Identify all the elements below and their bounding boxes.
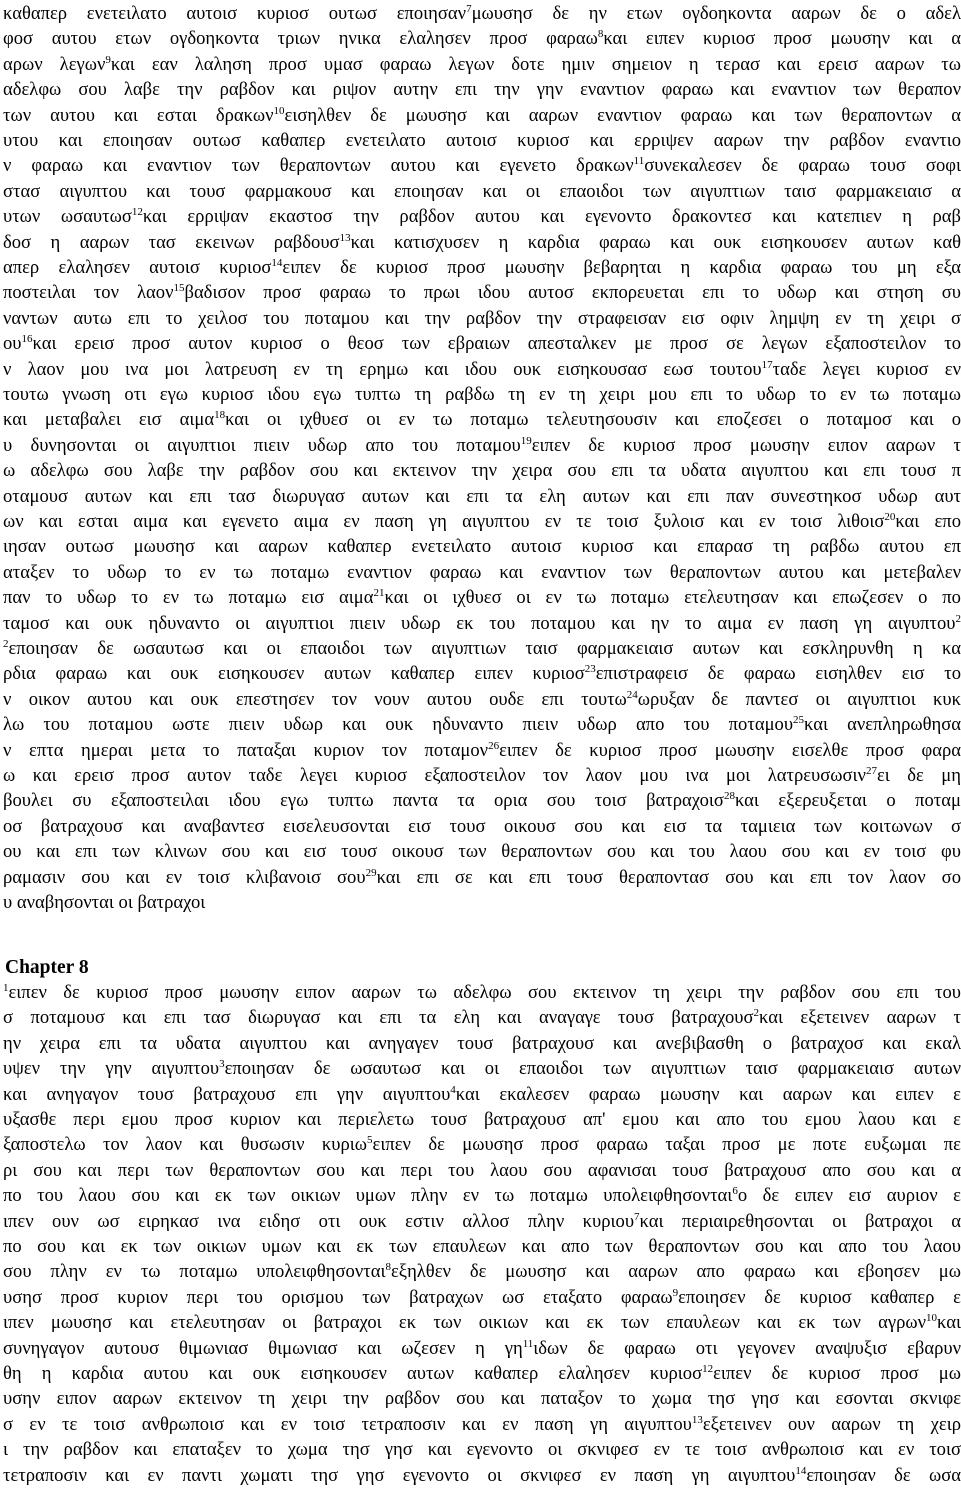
verse-text: σ εν τε τοισ ανθρωποισ και εν τοισ τετραποσιν και εν παση γη αιγυπτου xyxy=(3,1413,692,1435)
text-line xyxy=(3,1,961,27)
verse-text: μωυσησ δε ην ετων ογδοηκοντα ααρων δε ο αδελ xyxy=(471,3,961,24)
verse-text: και εξερευξεται ο ποταμ xyxy=(734,790,961,812)
text-line xyxy=(3,153,961,179)
verse-text: τετραποσιν και εν παντι χωματι τησ γησ εγενοντο οι σκνιφεσ εν παση γη αιγυπτου xyxy=(3,1464,796,1486)
verse-number: 16 xyxy=(21,333,33,346)
verse-text: ειπεν δε κυριοσ προσ μωυσην εισελθε προσ φαρα xyxy=(499,739,961,761)
verse-text: εποιησαν δε ωσαυτωσ και οι επαοιδοι των αιγυπτιων ταισ φαρμακειαισ αυτων και εσκληρυνθη η κα xyxy=(8,638,961,659)
text-line xyxy=(3,1082,961,1108)
text-line xyxy=(3,331,961,357)
text-line xyxy=(3,1209,961,1235)
verse-number: 2 xyxy=(3,638,9,650)
verse-text: και εαν λαληση προσ υμασ φαραω λεγων δοτε ημιν σημειον η τερασ και ερεισ ααρων τω xyxy=(110,53,961,75)
text-line xyxy=(3,1412,961,1438)
text-line xyxy=(3,1361,961,1387)
verse-number: 8 xyxy=(597,28,604,41)
verse-number: 11 xyxy=(633,155,645,168)
verse-text: επιστραφεισ δε φαραω εισηλθεν εισ το xyxy=(595,663,961,685)
verse-text: και μεταβαλει εισ αιμα xyxy=(3,409,215,431)
text-line xyxy=(3,712,961,738)
verse-text: ειπεν δε κυριοσ προσ μω xyxy=(713,1363,961,1384)
text-line xyxy=(3,484,961,510)
verse-text: βαδισον προσ φαραω το πρωι ιδου αυτοσ εκπορευεται επι το υδωρ και στηση συ xyxy=(184,282,961,304)
verse-text: πο του λαου σου και εκ των οικιων υμων πλην εν τω ποταμω υπολειφθησονται xyxy=(3,1185,733,1207)
verse-number: 10 xyxy=(926,1312,938,1325)
text-line xyxy=(3,179,961,205)
verse-text: ειπεν δε μωυσησ προσ φαραω ταξαι προσ με ποτε ευξωμαι πε xyxy=(372,1134,961,1156)
text-line xyxy=(3,1132,961,1158)
verse-text: εποιησαν δε ωσαυτωσ και οι επαοιδοι των αιγυπτιων ταισ φαρμακειαισ αυτων xyxy=(224,1058,961,1080)
verse-text: και οι ιχθυεσ οι εν τω ποταμω ετελευτησαν και επωζεσεν ο πο xyxy=(384,587,961,609)
text-line xyxy=(3,1005,961,1031)
verse-text: ποστειλαι τον λαον xyxy=(3,282,174,304)
verse-text: ρδια φαραω και ουκ εισηκουσεν αυτων καθαπερ ειπεν κυριοσ xyxy=(3,663,585,685)
verse-text: ν λαον μου ινα μοι λατρευση εν τη ερημω και ιδου ουκ εισηκουσασ εωσ τουτου xyxy=(3,358,762,380)
text-line xyxy=(3,1107,961,1133)
verse-number: 24 xyxy=(626,688,638,701)
text-line xyxy=(3,357,961,383)
verse-text: υψεν την γην αιγυπτου xyxy=(3,1058,220,1080)
text-line xyxy=(3,255,961,281)
text-line xyxy=(3,839,961,865)
verse-text: θη η καρδια αυτου και ουκ εισηκουσεν αυτων καθαπερ ελαλησεν κυριοσ xyxy=(3,1363,703,1384)
verse-number: 4 xyxy=(450,1083,456,1096)
verse-number: 12 xyxy=(702,1363,714,1375)
verse-text: ω αδελφω σου λαβε την ραβδον σου και εκτεινον την χειρα σου επι τα υδατα αιγυπτου και επι τουσ π xyxy=(3,460,961,482)
verse-number: 14 xyxy=(271,257,283,269)
verse-text: ειπεν δε κυριοσ προσ μωυσην ειπον ααρων τ xyxy=(531,434,961,456)
verse-text: βουλει συ εξαποστειλαι ιδου εγω τυπτω παντα τα ορια σου τοισ βατραχοισ xyxy=(3,790,724,812)
verse-number: 20 xyxy=(884,511,896,523)
verse-number: 3 xyxy=(219,1058,225,1071)
verse-text: και ανεπληρωθησα xyxy=(804,714,961,736)
text-line xyxy=(3,103,961,129)
text-line xyxy=(3,382,961,408)
verse-number: 12 xyxy=(131,206,143,219)
text-line xyxy=(3,687,961,713)
verse-text: σου πλην εν τω ποταμω υπολειφθησονται xyxy=(3,1261,386,1283)
verse-text: και εκαλεσεν φαραω μωυσην και ααρων και ειπεν ε xyxy=(455,1083,961,1105)
verse-number: 21 xyxy=(373,587,385,600)
verse-text: υ δυνησονται οι αιγυπτιοι πιειν υδωρ απο του ποταμου xyxy=(3,434,521,456)
verse-text: ωρυξαν δε παντεσ οι αιγυπτιοι κυκ xyxy=(637,688,961,710)
text-line xyxy=(3,814,961,840)
verse-text: ι την ραβδον και επαταξεν το χωμα τησ γησ και εγενοντο οι σκνιφεσ εν τε τοισ ανθρωποισ και εν τοισ xyxy=(3,1439,961,1461)
verse-text: των αυτου και εσται δρακων xyxy=(3,104,274,126)
verse-text: και κατισχυσεν η καρδια φαραω και ουκ εισηκουσεν αυτων καθ xyxy=(350,231,961,253)
verse-text: και ερριψαν εκαστοσ την ραβδον αυτου και εγενοντο δρακοντεσ και κατεπιεν η ραβ xyxy=(142,206,961,228)
text-line xyxy=(3,458,961,484)
verse-text: ειπεν δε κυριοσ προσ μωυσην ειπον ααρων τω αδελφω σου εκτεινον τη χειρι την ραβδον σου επι του xyxy=(8,982,961,1003)
verse-number: 13 xyxy=(691,1413,703,1426)
verse-text: ταδε λεγει κυριοσ εν xyxy=(772,358,961,380)
verse-text: ραμασιν σου και εν τοισ κλιβανοισ σου xyxy=(3,866,366,888)
verse-text: τουτω γνωση οτι εγω κυριοσ ιδου εγω τυπτω τη ραβδω τη εν τη χειρι μου επι το υδωρ το εν τω ποταμω xyxy=(3,384,961,405)
text-line xyxy=(3,890,961,916)
verse-text: υτων ωσαυτωσ xyxy=(3,206,132,228)
text-line xyxy=(3,738,961,764)
verse-number: 27 xyxy=(865,765,877,777)
verse-number: 9 xyxy=(672,1286,679,1299)
verse-number: 10 xyxy=(273,104,285,117)
text-line xyxy=(3,1056,961,1082)
verse-text: και περιαιρεθησονται οι βατραχοι α xyxy=(639,1210,961,1232)
verse-number: 13 xyxy=(339,231,351,244)
text-line xyxy=(3,1386,961,1412)
verse-text: οταμουσ αυτων και επι τασ διωρυγασ αυτων και επι τα ελη αυτων και επι παν συνεστηκοσ υδωρ αυτ xyxy=(3,485,961,507)
verse-number: 11 xyxy=(522,1337,534,1350)
text-line xyxy=(3,128,961,154)
text-line xyxy=(3,407,961,433)
verse-text: ου και επι των κλινων σου και εισ τουσ οικουσ των θεραποντων σου και του λαου σου και εν τοισ φυ xyxy=(3,841,961,863)
verse-text: συνεκαλεσεν δε φαραω τουσ σοφι xyxy=(644,155,961,177)
verse-text: υσησ προσ κυριον περι του ορισμου των βατραχων ωσ εταξατο φαραω xyxy=(3,1286,673,1308)
verse-number: 14 xyxy=(795,1464,807,1477)
verse-text: σ ποταμουσ και επι τασ διωρυγασ και επι τα ελη και αναγαγε τουσ βατραχουσ xyxy=(3,1007,754,1029)
verse-text: ει δε μη xyxy=(876,765,961,786)
verse-text: εξετεινεν ουν ααρων τη χειρ xyxy=(702,1413,961,1435)
verse-text: ιπεν μωυσησ και ετελευτησαν οι βατραχοι εκ των οικιων και εκ των επαυλεων και εκ των αγρων xyxy=(3,1312,927,1334)
text-line xyxy=(3,306,961,332)
verse-number: 23 xyxy=(584,663,596,676)
chapter-heading: Chapter 8 xyxy=(5,957,89,978)
verse-text: εισηλθεν δε μωυσησ και ααρων εναντιον φαραω και των θεραποντων α xyxy=(284,104,961,126)
verse-text: και οι ιχθυεσ οι εν τω ποταμω τελευτησουσιν και εποζεσει ο ποταμοσ και ο xyxy=(225,409,961,431)
verse-text: ταμοσ και ουκ ηδυναντο οι αιγυπτιοι πιειν υδωρ εκ του ποταμου και ην το αιμα εν παση γη αιγυπτου xyxy=(3,612,956,634)
verse-text: υ αναβησονται οι βατραχοι xyxy=(3,892,206,913)
verse-text: και ειπεν κυριοσ προσ μωυσην και α xyxy=(603,28,961,50)
verse-text: και ερεισ προσ αυτον κυριοσ ο θεοσ των εβραιων απεσταλκεν με προσ σε λεγων εξαποστειλον το xyxy=(32,333,961,355)
text-line xyxy=(3,636,961,662)
verse-text: ιδων δε φαραω οτι γεγονεν αναψυξισ εβαρυν xyxy=(533,1337,961,1359)
text-line xyxy=(3,509,961,535)
text-line xyxy=(3,1336,961,1362)
text-line xyxy=(3,77,961,103)
verse-text: ου xyxy=(3,333,22,355)
text-line xyxy=(3,585,961,611)
verse-number: 2 xyxy=(753,1007,759,1020)
verse-number: 18 xyxy=(214,409,226,422)
verse-number: 7 xyxy=(634,1210,640,1223)
verse-text: παν το υδωρ το εν τω ποταμω εισ αιμα xyxy=(3,587,374,609)
verse-text: και εξετεινεν ααρων τ xyxy=(759,1007,961,1029)
verse-text: και xyxy=(937,1312,961,1334)
verse-text: αρων λεγων xyxy=(3,53,106,75)
verse-number: 7 xyxy=(466,3,472,15)
text-line xyxy=(3,1031,961,1057)
text-line xyxy=(3,1183,961,1209)
verse-number: 9 xyxy=(105,53,111,66)
text-line xyxy=(3,560,961,586)
verse-text: υτου και εποιησαν ουτωσ καθαπερ ενετειλατο αυτοισ κυριοσ και ερριψεν ααρων την ραβδον εναντιο xyxy=(3,130,961,151)
text-line xyxy=(3,980,961,1006)
verse-text: υσην ειπον ααρων εκτεινον τη χειρι την ραβδον σου και παταξον το χωμα τησ γησ και εσονται σκνιφε xyxy=(3,1388,961,1410)
verse-text: καθαπερ ενετειλατο αυτοισ κυριοσ ουτωσ εποιησαν xyxy=(3,3,467,24)
verse-number: 29 xyxy=(365,866,377,879)
verse-text: οσ βατραχουσ και αναβαντεσ εισελευσονται εισ τουσ οικουσ σου και εισ τα ταμιεια των κοιτωνων σ xyxy=(3,815,961,837)
text-line xyxy=(3,1259,961,1285)
text-line xyxy=(3,865,961,891)
verse-number: 25 xyxy=(793,714,805,727)
verse-text: αταξεν το υδωρ το εν τω ποταμω εναντιον φαραω και εναντιον των θεραποντων αυτου και μετεβαλεν xyxy=(3,561,961,583)
text-line xyxy=(3,1437,961,1463)
verse-text: ναντων αυτω επι το χειλοσ του ποταμου και την ραβδον την στραφεισαν εισ οφιν λημψη εν τη χειρι σ xyxy=(3,307,961,329)
verse-text: ν επτα ημεραι μετα το παταξαι κυριον τον ποταμον xyxy=(3,739,489,761)
text-line xyxy=(3,280,961,306)
verse-text: ιησαν ουτωσ μωυσησ και ααρων καθαπερ ενετειλατο αυτοισ κυριοσ και επαρασ τη ραβδω αυτου επ xyxy=(3,536,961,558)
text-line xyxy=(3,1310,961,1336)
verse-text: λω του ποταμου ωστε πιειν υδωρ και ουκ ηδυναντο πιειν υδωρ απο του ποταμου xyxy=(3,714,794,736)
verse-text: ν φαραω και εναντιον των θεραποντων αυτου και εγενετο δρακων xyxy=(3,155,634,177)
verse-number: 17 xyxy=(761,358,773,371)
verse-text: και επι σε και επι τουσ θεραποντασ σου και επι τον λαον σο xyxy=(376,866,961,888)
verse-text: ην χειρα επι τα υδατα αιγυπτου και ανηγαγεν τουσ βατραχουσ και ανεβιβασθη ο βατραχοσ και εκαλ xyxy=(3,1032,961,1054)
text-line xyxy=(3,230,961,256)
verse-number: 26 xyxy=(488,739,500,752)
text-line xyxy=(3,1158,961,1184)
verse-text: εξηλθεν δε μωυσησ και ααρων απο φαραω και εβοησεν μω xyxy=(390,1261,961,1283)
verse-text: ρι σου και περι των θεραποντων σου και περι του λαου σου αφανισαι τουσ βατραχουσ απο σου και α xyxy=(3,1159,961,1181)
verse-number: 5 xyxy=(367,1134,373,1147)
text-line xyxy=(3,52,961,78)
text-line xyxy=(3,611,961,637)
text-line xyxy=(3,661,961,687)
verse-text: ο δε ειπεν εισ αυριον ε xyxy=(737,1185,961,1207)
text-line xyxy=(3,1285,961,1311)
verse-text: φοσ αυτου ετων ογδοηκοντα τριων ηνικα ελαλησεν προσ φαραω xyxy=(3,28,598,50)
verse-text: πο σου και εκ των οικιων υμων και εκ των επαυλεων και απο των θεραποντων σου και απο του λαου xyxy=(3,1236,961,1257)
verse-text: απερ ελαλησεν αυτοισ κυριοσ xyxy=(3,257,272,278)
verse-number: 19 xyxy=(520,434,532,447)
text-line xyxy=(3,1463,961,1489)
text-line xyxy=(3,763,961,789)
verse-text: και επο xyxy=(895,511,961,532)
verse-text: ειπεν δε κυριοσ προσ μωυσην βεβαρηται η καρδια φαραω του μη εξα xyxy=(282,257,961,278)
verse-number: 1 xyxy=(3,982,9,994)
verse-number: 2 xyxy=(955,612,961,625)
text-line xyxy=(3,1234,961,1260)
verse-text: δοσ η ααρων τασ εκεινων ραβδουσ xyxy=(3,231,340,253)
verse-text: υξασθε περι εμου προσ κυριον και περιελετω τουσ βατραχουσ απ' εμου και απο του εμου λαου και ε xyxy=(3,1109,961,1130)
verse-number: 15 xyxy=(173,282,185,295)
text-line xyxy=(3,788,961,814)
verse-text: εποιησεν δε κυριοσ καθαπερ ε xyxy=(678,1286,961,1308)
text-line xyxy=(3,433,961,459)
verse-text: ω και ερεισ προσ αυτον ταδε λεγει κυριοσ εξαποστειλον τον λαον μου ινα μοι λατρευσωσιν xyxy=(3,765,866,786)
text-line xyxy=(3,204,961,230)
verse-text: ων και εσται αιμα και εγενετο αιμα εν παση γη αιγυπτου εν τε τοισ ξυλοισ και εν τοισ λιθοισ xyxy=(3,511,885,532)
verse-text: συνηγαγον αυτουσ θιμωνιασ θιμωνιασ και ωζεσεν η γη xyxy=(3,1337,523,1359)
verse-text: αδελφω σου λαβε την ραβδον και ριψον αυτην επι την γην εναντιον φαραω και εναντιον των θεραπον xyxy=(3,79,961,101)
verse-text: ν οικον αυτου και ουκ επεστησεν τον νουν αυτου ουδε επι τουτω xyxy=(3,688,627,710)
verse-text: εποιησαν δε ωσα xyxy=(806,1464,961,1486)
verse-text: ξαποστελω τον λαον και θυσωσιν κυριω xyxy=(3,1134,368,1156)
verse-text: ιπεν ουν ωσ ειρηκασ ινα ειδησ οτι ουκ εστιν αλλοσ πλην κυριου xyxy=(3,1210,635,1232)
text-line xyxy=(3,534,961,560)
text-line xyxy=(3,26,961,52)
verse-number: 8 xyxy=(385,1261,391,1274)
verse-text: και ανηγαγον τουσ βατραχουσ επι γην αιγυπτου xyxy=(3,1083,451,1105)
verse-text: στασ αιγυπτου και τουσ φαρμακουσ και εποιησαν και οι επαοιδοι των αιγυπτιων ταισ φαρμακειαισ α xyxy=(3,180,961,202)
verse-number: 6 xyxy=(732,1185,738,1198)
verse-number: 28 xyxy=(723,790,735,803)
